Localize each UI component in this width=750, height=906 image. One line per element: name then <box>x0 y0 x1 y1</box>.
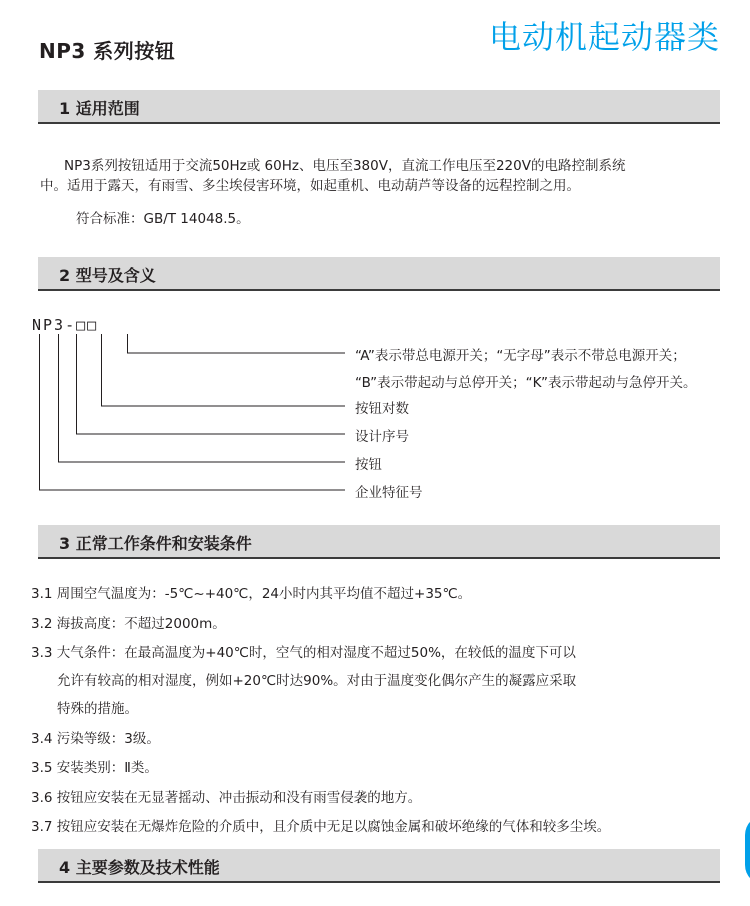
model-label-design: 设计序号 <box>355 429 409 445</box>
conditions-list <box>31 584 610 847</box>
condition-item: 3.3 大气条件：在最高温度为+40℃时，空气的相对湿度不超过50%，在较低的温度下可以 允许有较高的相对湿度，例如+20℃时达90%。对由于温度变化偶尔产生的凝露应采取 特殊的措施。 <box>31 645 577 717</box>
leader-line-pairs <box>102 334 346 406</box>
scope-line-2: 中。适用于露天，有雨雪、多尘埃侵害环境，如起重机、电动葫芦等设备的远程控制之用。 <box>40 178 580 194</box>
model-label-suffix-a: “A”表示带总电源开关；“无字母”表示不带总电源开关； <box>355 348 686 364</box>
condition-item: 3.1 周围空气温度为：-5℃~+40℃，24小时内其平均值不超过+35℃。 <box>31 586 472 602</box>
condition-item: 3.6 按钮应安装在无显著摇动、冲击振动和没有雨雪侵袭的地方。 <box>31 789 422 806</box>
model-label-button: 按钮 <box>355 457 382 473</box>
section-header-conditions <box>38 525 720 559</box>
section-title: 4 主要参数及技术性能 <box>59 858 220 877</box>
leader-line-enterprise <box>40 334 346 490</box>
scope-line-1: NP3系列按钮适用于交流50Hz或 60Hz、电压至380V，直流工作电压至220V的电路控制系统 <box>64 158 626 174</box>
condition-item: 3.4 污染等级：3级。 <box>31 730 160 747</box>
condition-item: 3.7 按钮应安装在无爆炸危险的介质中，且介质中无足以腐蚀金属和破坏绝缘的气体和较多尘埃。 <box>31 819 611 835</box>
scope-standard: 符合标准：GB/T 14048.5。 <box>76 211 250 227</box>
condition-item: 3.5 安装类别：Ⅱ类。 <box>31 760 158 776</box>
section-title: 2 型号及含义 <box>59 266 156 285</box>
page-title: NP3 系列按钮 <box>39 39 176 63</box>
leader-line-design <box>77 334 346 434</box>
model-label-suffix-b: “B”表示带起动与总停开关；“K”表示带起动与急停开关。 <box>355 375 697 391</box>
leader-line-suffix <box>128 334 346 353</box>
section-header-parameters <box>38 849 720 883</box>
category-title: 电动机起动器类 <box>488 18 720 56</box>
section-title: 3 正常工作条件和安装条件 <box>59 534 252 553</box>
model-label-pairs: 按钮对数 <box>355 401 409 417</box>
condition-item: 3.2 海拔高度：不超过2000m。 <box>31 615 226 632</box>
model-label-enterprise: 企业特征号 <box>355 485 423 501</box>
section-title: 1 适用范围 <box>59 99 140 118</box>
model-code: NP3-□□ <box>32 316 99 334</box>
